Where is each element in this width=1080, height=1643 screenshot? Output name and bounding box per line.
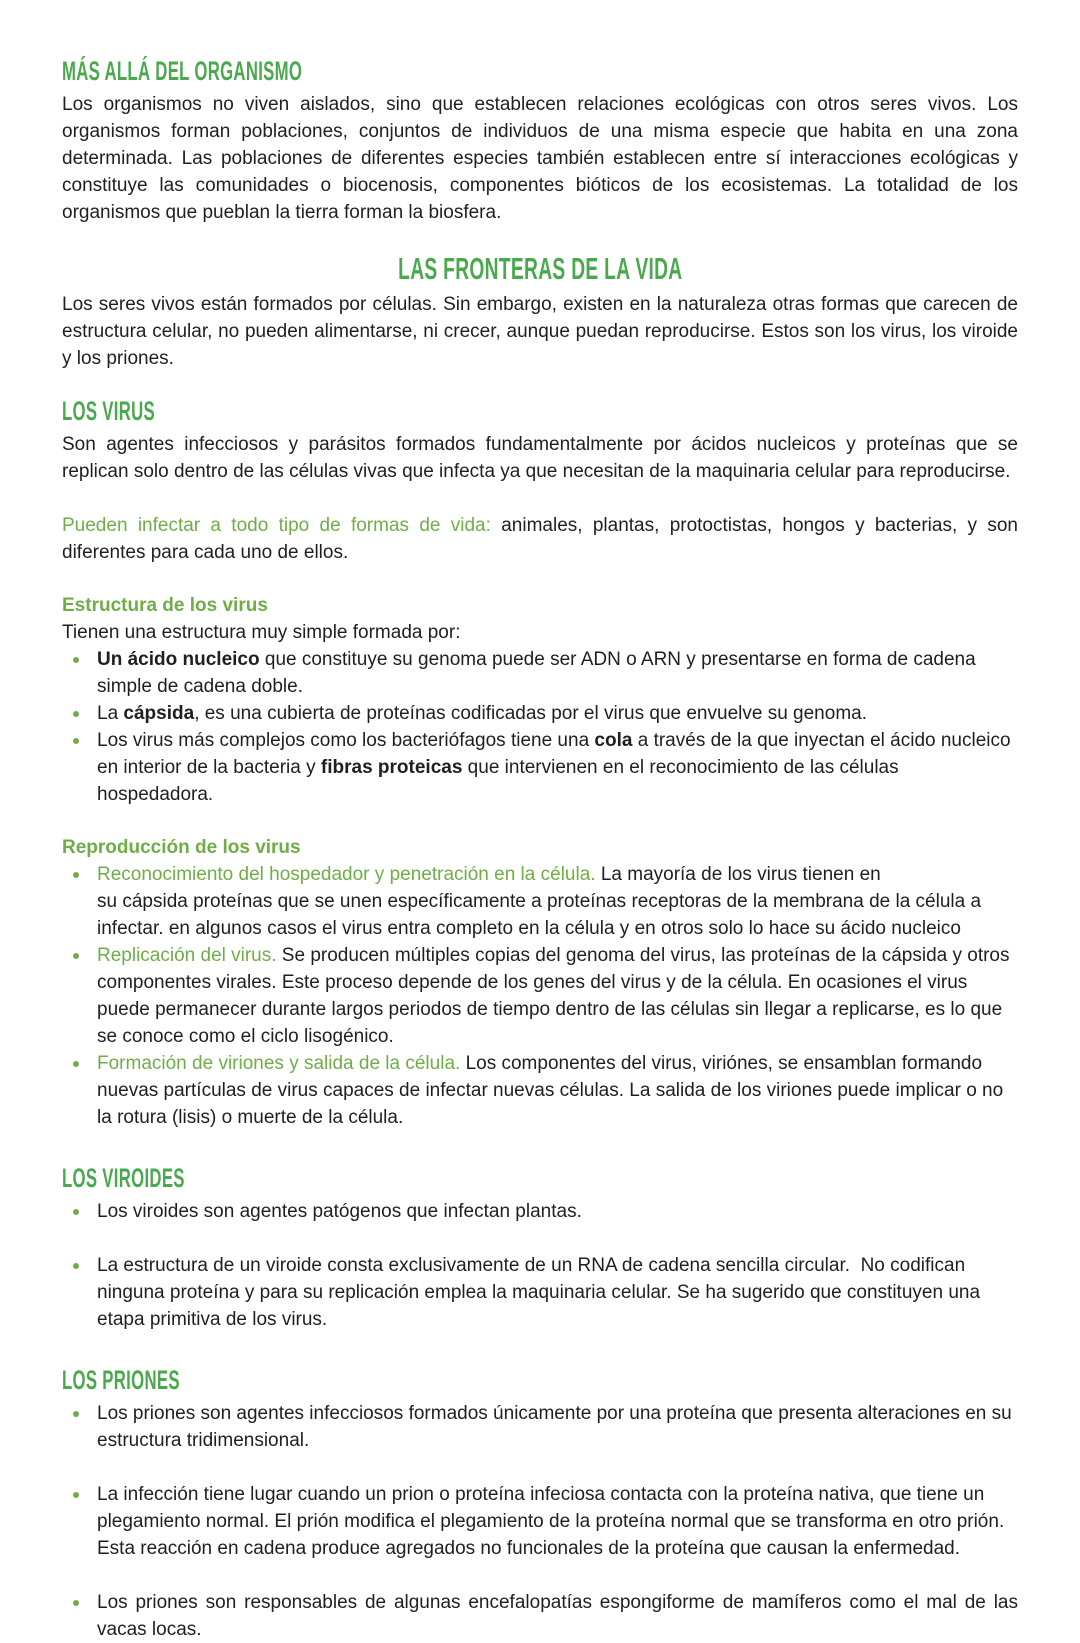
- bullet-item-text: [97, 1400, 1018, 1454]
- bullet-dot-icon: [73, 1600, 79, 1606]
- bullet-item-text: [97, 700, 1018, 727]
- bullet-item: [62, 1400, 1018, 1454]
- green-lead-text: Pueden infectar a todo tipo de formas de vida:: [62, 515, 502, 536]
- bullet-item-text: [97, 1589, 1018, 1643]
- bullet-list: [62, 861, 1018, 1131]
- green-lead-text: Reconocimiento del hospedador y penetración en la célula.: [97, 864, 596, 885]
- body-text: Se producen múltiples copias del genoma del virus, las proteínas de la cápsida y otros componentes virales. Este proceso depende de los genes del virus y de la célula. En ocasiones el virus puede permanecer durante largos periodos de tiempo dentro de las células sin llegar a replicarse, es lo que se conoce como el ciclo lisogénico.: [97, 945, 1010, 1047]
- bullet-list: [62, 1400, 1018, 1643]
- body-text: a través de la que inyectan el ácido nucleico en interior de la bacteria y: [97, 730, 1011, 778]
- bullet-item: [62, 1589, 1018, 1643]
- bullet-dot-icon: [73, 872, 79, 878]
- bullet-item-text: [97, 1252, 1018, 1333]
- bold-term: cola: [594, 730, 633, 751]
- body-text: La estructura de un viroide consta exclusivamente de un RNA de cadena sencilla circular. No codifican ninguna proteína y para su replicación emplea la maquinaria celular. Se ha sugerido que constituyen una etapa primitiva de los virus.: [97, 1255, 981, 1330]
- section-heading-text: LOS VIRUS: [62, 396, 156, 426]
- bullet-item-text: [97, 942, 1018, 1050]
- sub-heading: Estructura de los virus: [62, 595, 268, 616]
- body-text: Los seres vivos están formados por células. Sin embargo, existen en la naturaleza otras formas que carecen de estructura celular, no pueden alimentarse, ni crecer, aunque puedan reproducirse. Estos son los virus, los viroide y los priones.: [62, 294, 1018, 369]
- bullet-item-text: [97, 1050, 1018, 1131]
- bullet-list: [62, 646, 1018, 808]
- body-text: que constituye su genoma puede ser ADN o ARN y presentarse en forma de cadena simple de cadena doble.: [97, 649, 976, 697]
- bullet-item: [62, 1198, 1018, 1225]
- body-text: Los componentes del virus, viriónes, se ensamblan formando nuevas partículas de virus capaces de infectar nuevas células. La salida de los viriones puede implicar o no la rotura (lisis) o muerte de la célula.: [97, 1053, 1004, 1128]
- bullet-item: [62, 1252, 1018, 1333]
- green-lead-text: Formación de viriones y salida de la célula.: [97, 1053, 461, 1074]
- bullet-dot-icon: [73, 953, 79, 959]
- body-text: Los viroides son agentes patógenos que infectan plantas.: [97, 1201, 582, 1222]
- body-text: Son agentes infecciosos y parásitos formados fundamentalmente por ácidos nucleicos y proteínas que se replican solo dentro de las células vivas que infecta ya que necesitan de la maquinaria celular para reproducirse.: [62, 434, 1018, 482]
- section-heading: [62, 252, 1018, 286]
- sub-heading: Reproducción de los virus: [62, 837, 301, 858]
- section-heading-text: LAS FRONTERAS DE LA VIDA: [397, 251, 683, 286]
- bullet-dot-icon: [73, 1263, 79, 1269]
- body-text: su cápsida proteínas que se unen específicamente a proteínas receptoras de la membrana de la célula a infectar. en algunos casos el virus entra completo en la célula y en otros solo lo hace su ácido nucleico: [97, 891, 982, 939]
- bullet-item: [62, 1050, 1018, 1131]
- body-text: La mayoría de los virus tienen en: [595, 864, 881, 885]
- bullet-dot-icon: [73, 1411, 79, 1417]
- body-text: Los priones son responsables de algunas encefalopatías espongiforme de mamíferos como el mal de las vacas locas.: [97, 1592, 1018, 1640]
- section-heading-text: LOS PRIONES: [62, 1365, 180, 1395]
- bullet-item: [62, 942, 1018, 1050]
- body-text: La infección tiene lugar cuando un prion o proteína infeciosa contacta con la proteína nativa, que tiene un plegamiento normal. El prión modifica el plegamiento de la proteína normal que se transforma en otro prión. Esta reacción en cadena produce agregados no funcionales de la proteína que causan la enfermedad.: [97, 1484, 1005, 1559]
- bullet-list: [62, 1198, 1018, 1333]
- section-heading-text: MÁS ALLÁ DEL ORGANISMO: [62, 56, 303, 86]
- bullet-dot-icon: [73, 1061, 79, 1067]
- body-text: Los virus más complejos como los bacteriófagos tiene una: [97, 730, 595, 751]
- bullet-item-text: [97, 727, 1018, 808]
- bold-term: Un ácido nucleico: [97, 649, 260, 670]
- paragraph: [62, 431, 1018, 485]
- bold-term: fibras proteicas: [320, 757, 463, 778]
- body-text: animales, plantas, protoctistas, hongos y bacterias, y son diferentes para cada uno de ellos.: [62, 515, 1018, 563]
- green-lead-text: Replicación del virus.: [97, 945, 277, 966]
- bullet-dot-icon: [73, 711, 79, 717]
- bullet-item: [62, 646, 1018, 700]
- bold-term: cápsida: [123, 703, 195, 724]
- body-text: Tienen una estructura muy simple formada por:: [62, 622, 461, 643]
- bullet-dot-icon: [73, 1492, 79, 1498]
- bullet-item-text: [97, 1198, 1018, 1225]
- bullet-item: [62, 700, 1018, 727]
- bullet-item: [62, 727, 1018, 808]
- body-text: La: [97, 703, 124, 724]
- bullet-item-text: [97, 646, 1018, 700]
- paragraph: [62, 91, 1018, 226]
- bullet-item-text: [97, 861, 1018, 942]
- body-text: que intervienen en el reconocimiento de las células hospedadora.: [97, 757, 899, 805]
- section-heading: [62, 1163, 1018, 1193]
- body-text: Los organismos no viven aislados, sino que establecen relaciones ecológicas con otros seres vivos. Los organismos forman poblaciones, conjuntos de individuos de una misma especie que habita en una zona determinada. Las poblaciones de diferentes especies también establecen entre sí interacciones ecológicas y constituye las comunidades o biocenosis, componentes bióticos de los ecosistemas. La totalidad de los organismos que pueblan la tierra forman la biosfera.: [62, 94, 1018, 223]
- bullet-dot-icon: [73, 738, 79, 744]
- paragraph: [62, 512, 1018, 566]
- paragraph: [62, 619, 1018, 646]
- bullet-dot-icon: [73, 657, 79, 663]
- bullet-item: [62, 861, 1018, 942]
- bullet-item-text: [97, 1481, 1018, 1562]
- body-text: , es una cubierta de proteínas codificadas por el virus que envuelve su genoma.: [194, 703, 867, 724]
- section-heading: [62, 1365, 1018, 1395]
- bullet-item: [62, 1481, 1018, 1562]
- bullet-dot-icon: [73, 1209, 79, 1215]
- section-heading: [62, 396, 1018, 426]
- section-heading-text: LOS VIROIDES: [62, 1163, 185, 1193]
- section-heading: [62, 56, 1018, 86]
- body-text: Los priones son agentes infecciosos formados únicamente por una proteína que presenta alteraciones en su estructura tridimensional.: [97, 1403, 1012, 1451]
- paragraph: [62, 291, 1018, 372]
